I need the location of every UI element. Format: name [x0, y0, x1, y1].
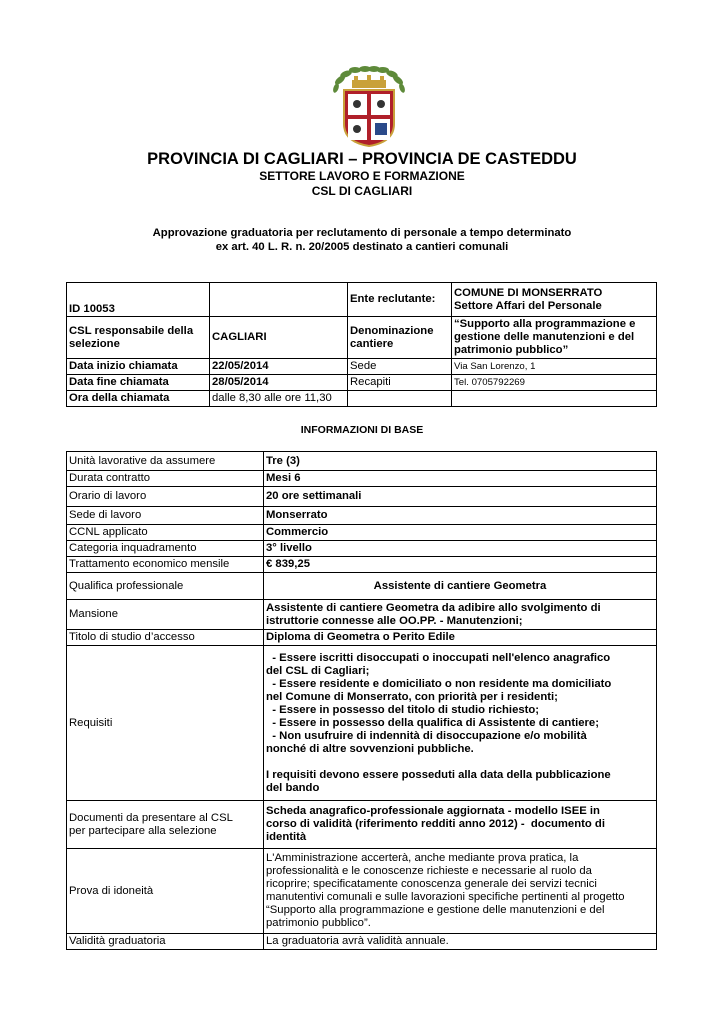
requisiti-line: I requisiti devono essere posseduti alla data della pubblicazione — [266, 768, 611, 781]
categoria-value: 3° livello — [264, 541, 657, 557]
mansione-label: Mansione — [67, 600, 264, 630]
base-info-table — [66, 451, 657, 950]
prova-line: ricoprire; specificatamente conoscenza generale dei servizi tecnici — [266, 878, 597, 890]
prova-line: L'Amministrazione accerterà, anche mediante prova pratica, la — [266, 852, 579, 864]
recapiti-label: Recapiti — [348, 375, 452, 391]
documenti-line: Scheda anagrafico-professionale aggiornata - modello ISEE in — [266, 805, 600, 817]
sede-label: Sede — [348, 359, 452, 375]
trattamento-label: Trattamento economico mensile — [67, 557, 264, 573]
data-inizio-label: Data inizio chiamata — [67, 359, 210, 375]
ora-label: Ora della chiamata — [67, 391, 210, 407]
unita-label: Unità lavorative da assumere — [67, 452, 264, 471]
categoria-label: Categoria inquadramento — [67, 541, 264, 557]
documenti-line: identità — [266, 831, 307, 843]
empty-cell — [210, 283, 348, 317]
data-fine-label: Data fine chiamata — [67, 375, 210, 391]
section-title: INFORMAZIONI DI BASE — [300, 424, 424, 436]
prova-line: patrimonio pubblico”. — [266, 917, 371, 929]
requisiti-value — [264, 646, 657, 801]
titolo-value: Diploma di Geometra o Perito Edile — [264, 630, 657, 646]
provincia-crest-logo — [330, 66, 408, 148]
requisiti-line: nel Comune di Monserrato, con priorità per i residenti; — [266, 690, 558, 703]
durata-label: Durata contratto — [67, 471, 264, 487]
documenti-label-line-1: Documenti da presentare al CSL — [69, 811, 233, 824]
requisiti-line: - Essere in possesso del titolo di studio richiesto; — [266, 703, 540, 716]
unita-value: Tre (3) — [264, 452, 657, 471]
csl-label-line-1: CSL responsabile della — [69, 324, 194, 337]
durata-value: Mesi 6 — [264, 471, 657, 487]
data-inizio-value: 22/05/2014 — [210, 359, 348, 375]
ente-value-line-2: Settore Affari del Personale — [454, 299, 602, 312]
empty-cell — [348, 391, 452, 407]
documenti-label — [67, 801, 264, 849]
call-info-table — [66, 282, 657, 407]
sede-lavoro-value: Monserrato — [264, 507, 657, 525]
empty-cell — [452, 391, 657, 407]
page-subtitle-csl: CSL DI CAGLIARI — [311, 184, 413, 198]
prova-line: manutentivi comunali e sulle lavorazioni specifiche pertinenti al progetto — [266, 891, 625, 903]
ente-value — [452, 283, 657, 317]
mansione-line-2: istruttorie connesse alle OO.PP. - Manutenzioni; — [266, 614, 523, 627]
prova-line: professionalità e le conoscenze richieste e necessarie al ruolo da — [266, 865, 592, 877]
csl-label — [67, 317, 210, 359]
intro-line-2: ex art. 40 L. R. n. 20/2005 destinato a cantieri comunali — [215, 241, 509, 253]
requisiti-line: - Non usufruire di indennità di disoccupazione e/o mobilità — [266, 729, 587, 742]
qualifica-label: Qualifica professionale — [67, 573, 264, 600]
ente-value-line-1: COMUNE DI MONSERRATO — [454, 286, 603, 299]
prova-line: “Supporto alla programmazione e gestione delle manutenzioni e del — [266, 904, 605, 916]
recapiti-value: Tel. 0705792269 — [452, 375, 657, 391]
requisiti-line: - Essere in possesso della qualifica di Assistente di cantiere; — [266, 716, 599, 729]
ccnl-value: Commercio — [264, 525, 657, 541]
validita-label: Validità graduatoria — [67, 934, 264, 950]
ente-label: Ente reclutante: — [348, 283, 452, 317]
documenti-line: corso di validità (riferimento redditi anno 2012) - documento di — [266, 818, 605, 830]
csl-label-line-2: selezione — [69, 337, 120, 350]
denominazione-value — [452, 317, 657, 359]
denominazione-label-line-2: cantiere — [350, 337, 394, 350]
documenti-value — [264, 801, 657, 849]
orario-value: 20 ore settimanali — [264, 487, 657, 507]
documenti-label-line-2: per partecipare alla selezione — [69, 824, 217, 837]
intro-text — [0, 226, 724, 254]
mansione-value — [264, 600, 657, 630]
page-subtitle-settore: SETTORE LAVORO E FORMAZIONE — [259, 169, 465, 183]
requisiti-line: nonché di altre sovvenzioni pubbliche. — [266, 742, 474, 755]
intro-line-1: Approvazione graduatoria per reclutamento di personale a tempo determinato — [152, 227, 572, 239]
requisiti-line: del CSL di Cagliari; — [266, 664, 370, 677]
csl-value: CAGLIARI — [210, 317, 348, 359]
ora-value: dalle 8,30 alle ore 11,30 — [210, 391, 348, 407]
denominazione-value-line-3: patrimonio pubblico” — [454, 344, 569, 356]
denominazione-value-line-2: gestione delle manutenzioni e del — [454, 331, 635, 343]
sede-lavoro-label: Sede di lavoro — [67, 507, 264, 525]
requisiti-line: - Essere residente e domiciliato o non residente ma domiciliato — [266, 677, 612, 690]
denominazione-label-line-1: Denominazione — [350, 324, 434, 337]
orario-label: Orario di lavoro — [67, 487, 264, 507]
id-cell: ID 10053 — [67, 283, 210, 317]
requisiti-line: del bando — [266, 781, 320, 794]
data-fine-value: 28/05/2014 — [210, 375, 348, 391]
ccnl-label: CCNL applicato — [67, 525, 264, 541]
trattamento-value: € 839,25 — [264, 557, 657, 573]
sede-value: Via San Lorenzo, 1 — [452, 359, 657, 375]
mansione-line-1: Assistente di cantiere Geometra da adibire allo svolgimento di — [266, 601, 601, 614]
prova-label: Prova di idoneità — [67, 849, 264, 934]
denominazione-label — [348, 317, 452, 359]
prova-value — [264, 849, 657, 934]
titolo-label: Titolo di studio d’accesso — [67, 630, 264, 646]
denominazione-value-line-1: “Supporto alla programmazione e — [454, 318, 636, 330]
qualifica-value: Assistente di cantiere Geometra — [264, 573, 657, 600]
validita-value: La graduatoria avrà validità annuale. — [264, 934, 657, 950]
requisiti-line — [266, 756, 654, 769]
requisiti-line: - Essere iscritti disoccupati o inoccupati nell'elenco anagrafico — [266, 651, 611, 664]
requisiti-label: Requisiti — [67, 646, 264, 801]
page-title: PROVINCIA DI CAGLIARI – PROVINCIA DE CASTEDDU — [147, 150, 577, 168]
